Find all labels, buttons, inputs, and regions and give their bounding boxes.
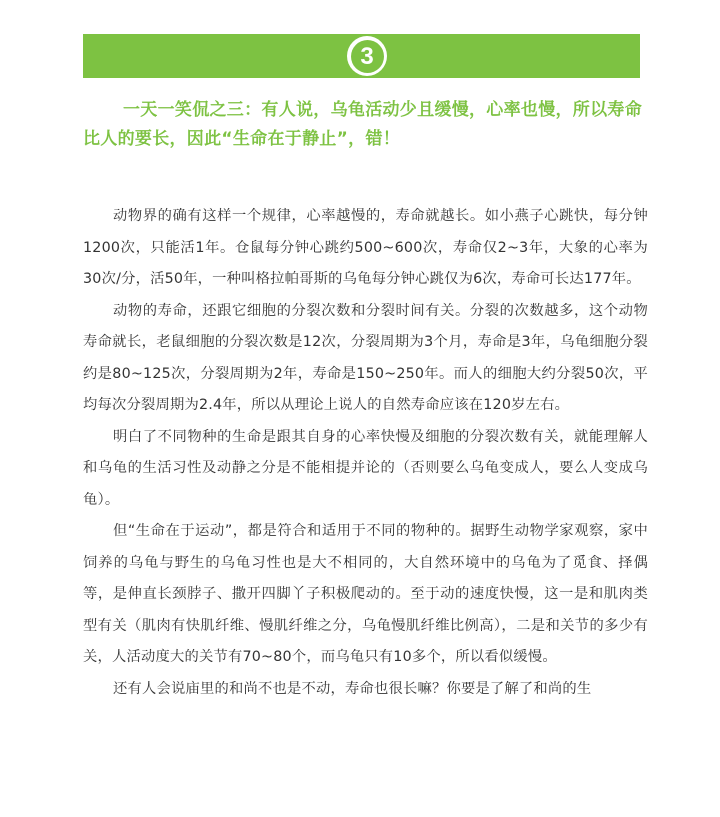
- section-headline: [83, 96, 643, 154]
- section-number: 3: [351, 40, 384, 73]
- section-number-badge: [347, 36, 387, 76]
- paragraph: 动物界的确有这样一个规律，心率越慢的，寿命就越长。如小燕子心跳快，每分钟1200次，只能活1年。仓鼠每分钟心跳约500~600次，寿命仅2~3年，大象的心率为30次/分，活50年，一种叫格拉帕哥斯的乌龟每分钟心跳仅为6次，寿命可长达177年。: [83, 208, 648, 287]
- paragraph: 明白了不同物种的生命是跟其自身的心率快慢及细胞的分裂次数有关，就能理解人和乌龟的生活习性及动静之分是不能相提并论的（否则要么乌龟变成人，要么人变成乌龟）。: [83, 428, 648, 508]
- paragraph: 但“生命在于运动”，都是符合和适用于不同的物种的。据野生动物学家观察，家中饲养的乌龟与野生的乌龟习性也是大不相同的，大自然环境中的乌龟为了觅食、择偶等，是伸直长颈脖子、撒开四脚丫子积极爬动的。至于动的速度快慢，这一是和肌肉类型有关（肌肉有快肌纤维、慢肌纤维之分，乌龟慢肌纤维比例高），二是和关节的多少有关，人活动度大的关节有70~80个，而乌龟只有10多个，所以看似缓慢。: [83, 523, 648, 665]
- article-body: [83, 201, 648, 705]
- section-headline-text: 一天一笑侃之三：有人说，乌龟活动少且缓慢，心率也慢，所以寿命比人的要长，因此“生命在于静止”，错！: [83, 100, 642, 149]
- paragraph: 还有人会说庙里的和尚不也是不动，寿命也很长嘛？你要是了解了和尚的生: [113, 680, 592, 697]
- paragraph: 动物的寿命，还跟它细胞的分裂次数和分裂时间有关。分裂的次数越多，这个动物寿命就长，老鼠细胞的分裂次数是12次，分裂周期为3个月，寿命是3年，乌龟细胞分裂约是80~125次，分裂周期为2年，寿命是150~250年。而人的细胞大约分裂50次，平均每次分裂周期为2.4年，所以从理论上说人的自然寿命应该在120岁左右。: [83, 302, 648, 413]
